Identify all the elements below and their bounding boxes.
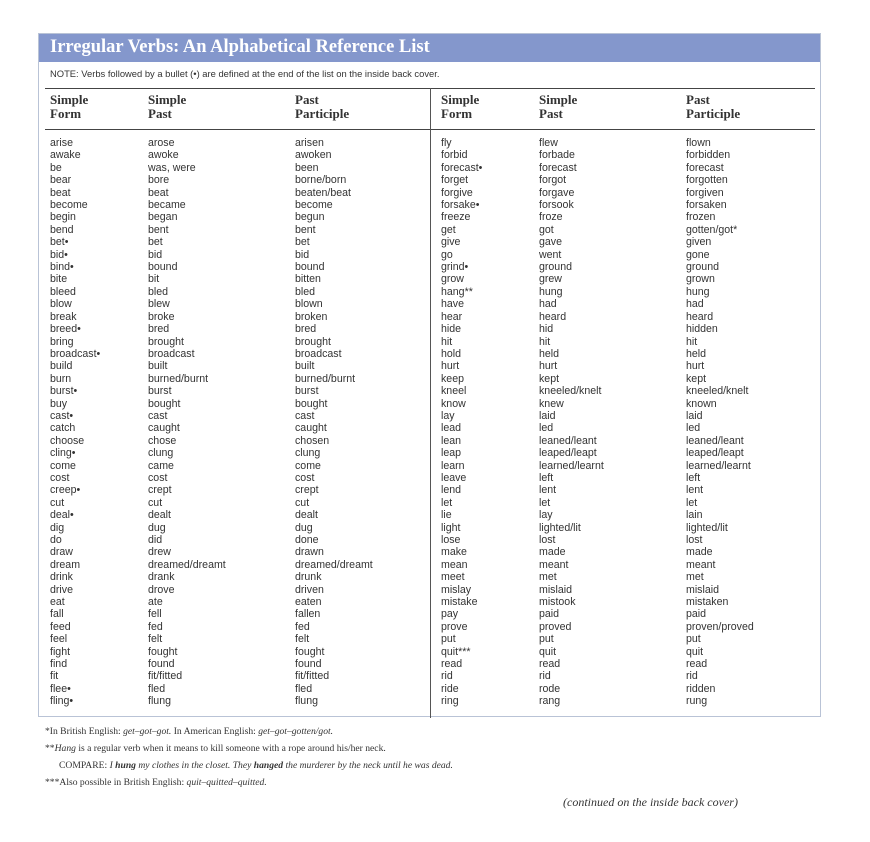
verb-cell: burst• <box>50 385 78 398</box>
verb-cell: put <box>686 633 701 646</box>
verb-cell: hold <box>441 347 462 360</box>
verb-cell: become <box>295 199 333 212</box>
verb-cell: rang <box>539 695 561 708</box>
verb-cell: broadcast <box>148 347 195 360</box>
footnote-quit: ***Also possible in British English: quit–quitted–quitted. <box>45 777 267 788</box>
verb-cell: flee• <box>50 682 71 695</box>
verb-cell: break <box>50 310 77 323</box>
verb-cell: forecast <box>539 161 577 174</box>
verb-cell: led <box>686 422 701 435</box>
verb-cell: got <box>539 223 554 236</box>
verb-cell: bent <box>148 223 169 236</box>
verb-cell: kneeled/knelt <box>686 385 749 398</box>
verb-cell: fought <box>295 645 325 658</box>
verb-cell: keep <box>441 372 464 385</box>
verb-cell: kept <box>539 372 560 385</box>
verb-cell: cost <box>148 471 168 484</box>
verb-cell: built <box>295 360 315 373</box>
verb-cell: broke <box>148 310 175 323</box>
verb-cell: burst <box>295 385 319 398</box>
verb-cell: bid• <box>50 248 68 261</box>
verb-cell: leaned/leant <box>686 434 744 447</box>
verb-cell: met <box>686 571 704 584</box>
verb-cell: feed <box>50 620 71 633</box>
verb-cell: bled <box>148 285 169 298</box>
verb-cell: read <box>686 658 708 671</box>
verb-cell: bear <box>50 174 72 187</box>
verb-cell: deal• <box>50 509 74 522</box>
verb-cell: fell <box>148 608 162 621</box>
verb-cell: hit <box>539 335 551 348</box>
verb-cell: buy <box>50 397 68 410</box>
verb-cell: mislaid <box>539 583 572 596</box>
verb-cell: gave <box>539 236 562 249</box>
verb-cell: be <box>50 161 62 174</box>
footnote-hang: **Hang is a regular verb when it means to kill someone with a rope around his/her neck. <box>45 743 386 754</box>
verb-cell: led <box>539 422 554 435</box>
verb-cell: had <box>539 298 557 311</box>
verb-cell: hear <box>441 310 463 323</box>
verb-cell: lay <box>441 409 455 422</box>
verb-cell: been <box>295 161 319 174</box>
verb-cell: drive <box>50 583 73 596</box>
verb-cell: found <box>295 658 322 671</box>
verb-cell: bore <box>148 174 170 187</box>
verb-cell: hung <box>539 285 563 298</box>
verb-cell: drunk <box>295 571 322 584</box>
verb-cell: flew <box>539 137 558 149</box>
verb-cell: drank <box>148 571 175 584</box>
verb-cell: leave <box>441 471 467 484</box>
verb-cell: driven <box>295 583 324 596</box>
right-simple-past-column <box>539 137 604 708</box>
verb-cell: hid <box>539 323 554 336</box>
verb-cell: broadcast <box>295 347 342 360</box>
verb-cell: rid <box>441 670 453 683</box>
verb-cell: freeze <box>441 211 471 224</box>
verb-cell: arisen <box>295 137 324 149</box>
col-header-simple-past-right: Simple Past <box>539 92 578 121</box>
verb-cell: laid <box>539 409 556 422</box>
verb-cell: hurt <box>441 360 460 373</box>
col-header-past-participle-left: Past Participle <box>295 92 350 121</box>
verb-cell: held <box>539 347 560 360</box>
verb-cell: learn <box>441 459 465 472</box>
verb-cell: dream <box>50 558 81 571</box>
verb-cell: forbidden <box>686 149 731 162</box>
verb-cell: hide <box>441 323 462 336</box>
verb-cell: crept <box>295 484 319 497</box>
verb-cell: draw <box>50 546 73 559</box>
verb-cell: dig <box>50 521 65 534</box>
verb-cell: fled <box>148 682 166 695</box>
verb-cell: begin <box>50 211 76 224</box>
verb-cell: bound <box>148 261 178 274</box>
verb-cell: fallen <box>295 608 321 621</box>
verb-cell: lighted/lit <box>539 521 581 534</box>
verb-cell: came <box>148 459 174 472</box>
verb-cell: dreamed/dreamt <box>295 558 373 571</box>
verb-cell: come <box>295 459 321 472</box>
verb-cell: fit/fitted <box>148 670 183 683</box>
verb-cell: met <box>539 571 557 584</box>
verb-cell: give <box>441 236 461 249</box>
verb-cell: learned/learnt <box>539 459 604 472</box>
verb-cell: fought <box>148 645 178 658</box>
verb-cell: chosen <box>295 434 330 447</box>
verb-cell: blown <box>295 298 323 311</box>
verb-cell: mean <box>441 558 468 571</box>
verb-cell: fling• <box>50 695 74 708</box>
page-title: Irregular Verbs: An Alphabetical Reference List <box>50 37 430 57</box>
verb-cell: forbid <box>441 149 468 162</box>
verb-cell: meant <box>686 558 716 571</box>
verb-cell: crept <box>148 484 172 497</box>
verb-cell: dug <box>295 521 313 534</box>
verb-cell: fall <box>50 608 64 621</box>
col-header-simple-form-right: Simple Form <box>441 92 480 121</box>
verb-cell: drove <box>148 583 175 596</box>
verb-cell: ate <box>148 596 163 609</box>
verb-cell: flown <box>686 137 711 149</box>
verb-cell: mistaken <box>686 596 729 609</box>
verb-cell: mislaid <box>686 583 719 596</box>
verb-cell: forbade <box>539 149 575 162</box>
verb-cell: blew <box>148 298 170 311</box>
verb-cell: flung <box>148 695 171 708</box>
verb-cell: rid <box>686 670 698 683</box>
verb-cell: feel <box>50 633 68 646</box>
verb-cell: bit <box>148 273 160 286</box>
verb-cell: forsook <box>539 199 574 212</box>
verb-cell: choose <box>50 434 85 447</box>
verb-cell: left <box>539 471 554 484</box>
verb-cell: grind• <box>441 261 469 274</box>
verb-cell: put <box>539 633 554 646</box>
verb-cell: lend <box>441 484 462 497</box>
verb-cell: cling• <box>50 447 76 460</box>
verb-cell: do <box>50 534 62 546</box>
verb-cell: pay <box>441 608 459 621</box>
verb-cell: kneeled/knelt <box>539 385 602 398</box>
verb-cell: leaned/leant <box>539 434 597 447</box>
verb-cell: leaped/leapt <box>686 447 744 460</box>
verb-cell: lose <box>441 534 461 546</box>
verb-cell: fit <box>50 670 59 683</box>
verb-cell: leap <box>441 447 462 460</box>
footnotes <box>45 723 453 791</box>
verb-cell: bitten <box>295 273 321 286</box>
verb-cell: hurt <box>686 360 705 373</box>
verb-cell: lighted/lit <box>686 521 728 534</box>
verb-cell: made <box>539 546 566 559</box>
verb-cell: get <box>441 223 456 236</box>
verb-cell: mistake <box>441 596 478 609</box>
verb-cell: laid <box>686 409 703 422</box>
verb-cell: broadcast• <box>50 347 101 360</box>
verb-cell: beat <box>50 186 71 199</box>
verb-cell: did <box>148 534 163 546</box>
verb-cell: fit/fitted <box>295 670 330 683</box>
verb-cell: cut <box>50 496 65 509</box>
verb-cell: drew <box>148 546 171 559</box>
verb-cell: put <box>441 633 456 646</box>
verb-cell: ground <box>539 261 572 274</box>
verb-cell: heard <box>539 310 567 323</box>
verb-cell: burn <box>50 372 72 385</box>
verb-cell: became <box>148 199 186 212</box>
left-simple-past-column <box>148 137 226 708</box>
verb-cell: brought <box>148 335 184 348</box>
verb-cell: let <box>539 496 551 509</box>
verb-cell: found <box>148 658 175 671</box>
verb-cell: fly <box>441 137 452 149</box>
verb-cell: grow <box>441 273 464 286</box>
verb-cell: become <box>50 199 88 212</box>
verb-cell: forgiven <box>686 186 724 199</box>
verb-cell: creep• <box>50 484 81 497</box>
verb-cell: went <box>539 248 562 261</box>
verb-cell: grew <box>539 273 562 286</box>
verb-cell: fled <box>295 682 313 695</box>
verb-cell: froze <box>539 211 563 224</box>
verb-cell: lent <box>686 484 704 497</box>
verb-cell: hit <box>441 335 453 348</box>
verb-cell: proved <box>539 620 572 633</box>
verb-cell: broken <box>295 310 328 323</box>
reference-list-frame <box>38 33 821 717</box>
verb-cell: quit <box>686 645 704 658</box>
verb-cell: hidden <box>686 323 718 336</box>
verb-cell: eaten <box>295 596 322 609</box>
verb-cell: cost <box>295 471 315 484</box>
verb-cell: dug <box>148 521 166 534</box>
verb-cell: forgot <box>539 174 567 187</box>
verb-cell: make <box>441 546 467 559</box>
verb-cell: blow <box>50 298 72 311</box>
verb-cell: mislay <box>441 583 472 596</box>
verb-cell: bid <box>295 248 310 261</box>
verb-cell: bid <box>148 248 163 261</box>
verb-cell: fed <box>295 620 310 633</box>
verb-cell: lost <box>686 534 703 546</box>
verb-cell: borne/born <box>295 174 347 187</box>
verb-cell: chose <box>148 434 177 447</box>
verb-cell: dealt <box>295 509 318 522</box>
verb-cell: drawn <box>295 546 324 559</box>
verb-cell: bred <box>295 323 317 336</box>
verb-cell: awoken <box>295 149 332 162</box>
verb-cell: breed• <box>50 323 81 336</box>
right-simple-form-column <box>441 137 482 708</box>
verb-cell: brought <box>295 335 331 348</box>
verb-cell: lost <box>539 534 556 546</box>
verb-cell: arise <box>50 137 73 149</box>
verb-cell: ring <box>441 695 459 708</box>
verb-cell: dreamed/dreamt <box>148 558 226 571</box>
verb-cell: let <box>441 496 453 509</box>
verb-cell: bind• <box>50 261 74 274</box>
verb-cell: paid <box>539 608 560 621</box>
verb-cell: bend <box>50 223 74 236</box>
verb-cell: read <box>441 658 463 671</box>
verb-cell: kneel <box>441 385 467 398</box>
verb-cell: bite <box>50 273 68 286</box>
verb-cell: lain <box>686 509 703 522</box>
verb-cell: awake <box>50 149 81 162</box>
verb-cell: burned/burnt <box>295 372 356 385</box>
verb-cell: made <box>686 546 713 559</box>
verb-cell: left <box>686 471 701 484</box>
col-header-simple-past-left: Simple Past <box>148 92 187 121</box>
verb-cell: fight <box>50 645 71 658</box>
verb-cell: cost <box>50 471 70 484</box>
verb-cell: awoke <box>148 149 179 162</box>
verb-cell: bought <box>148 397 181 410</box>
verb-cell: forget <box>441 174 469 187</box>
verb-cell: read <box>539 658 561 671</box>
verb-cell: ground <box>686 261 719 274</box>
verb-cell: clung <box>295 447 321 460</box>
verb-cell: let <box>686 496 698 509</box>
verb-cell: hurt <box>539 360 558 373</box>
verb-cell: dealt <box>148 509 171 522</box>
verb-cell: gone <box>686 248 710 261</box>
verb-cell: light <box>441 521 461 534</box>
verb-cell: rode <box>539 682 561 695</box>
verb-cell: rid <box>539 670 551 683</box>
table-divider <box>430 88 431 718</box>
verb-cell: caught <box>295 422 327 435</box>
verb-cell: clung <box>148 447 174 460</box>
verb-cell: have <box>441 298 464 311</box>
verb-cell: given <box>686 236 712 249</box>
verb-cell: had <box>686 298 704 311</box>
verb-cell: fed <box>148 620 163 633</box>
verb-cell: leaped/leapt <box>539 447 597 460</box>
title-bar <box>39 34 820 62</box>
verb-cell: meet <box>441 571 465 584</box>
verb-cell: frozen <box>686 211 716 224</box>
verb-cell: bound <box>295 261 325 274</box>
verb-cell: felt <box>295 633 310 646</box>
verb-cell: began <box>148 211 178 224</box>
verb-cell: cut <box>148 496 163 509</box>
verb-cell: lead <box>441 422 462 435</box>
verb-cell: heard <box>686 310 714 323</box>
verb-cell: proven/proved <box>686 620 754 633</box>
verb-cell: bought <box>295 397 328 410</box>
verb-cell: grown <box>686 273 715 286</box>
verb-cell: find <box>50 658 68 671</box>
verb-cell: burned/burnt <box>148 372 209 385</box>
verb-cell: forecast• <box>441 161 483 174</box>
verb-cell: held <box>686 347 707 360</box>
verb-cell: bled <box>295 285 316 298</box>
verb-cell: prove <box>441 620 468 633</box>
verb-cell: forsaken <box>686 199 727 212</box>
verb-cell: burst <box>148 385 172 398</box>
verb-cell: bet <box>148 236 163 249</box>
verb-cell: hit <box>686 335 698 348</box>
verb-cell: quit*** <box>441 645 471 658</box>
verb-cell: paid <box>686 608 707 621</box>
verb-cell: built <box>148 360 168 373</box>
verb-cell: lean <box>441 434 462 447</box>
verb-cell: caught <box>148 422 180 435</box>
verb-cell: done <box>295 534 319 546</box>
right-past-participle-column <box>686 137 754 708</box>
verb-cell: cast <box>148 409 168 422</box>
footnote-compare: COMPARE: I hung my clothes in the closet. They hanged the murderer by the neck until he was dead. <box>59 760 453 771</box>
verb-cell: beaten/beat <box>295 186 351 199</box>
verb-cell: drink <box>50 571 73 584</box>
verb-cell: kept <box>686 372 707 385</box>
verb-cell: flung <box>295 695 318 708</box>
left-past-participle-column <box>295 137 373 708</box>
verb-cell: know <box>441 397 466 410</box>
verb-cell: forgotten <box>686 174 728 187</box>
verb-cell: bent <box>295 223 316 236</box>
verb-cell: knew <box>539 397 564 410</box>
verb-cell: gotten/got* <box>686 223 738 236</box>
verb-cell: lent <box>539 484 557 497</box>
verb-cell: bred <box>148 323 170 336</box>
verb-cell: bleed <box>50 285 76 298</box>
verb-cell: eat <box>50 596 65 609</box>
verb-cell: cast• <box>50 409 74 422</box>
verb-cell: bet <box>295 236 310 249</box>
verb-cell: was, were <box>148 161 196 174</box>
verb-cell: ride <box>441 682 459 695</box>
left-simple-form-column <box>50 137 100 708</box>
continued-note: (continued on the inside back cover) <box>563 795 738 809</box>
verb-cell: come <box>50 459 76 472</box>
verb-cell: beat <box>148 186 169 199</box>
verb-cell: mistook <box>539 596 576 609</box>
verb-cell: hang** <box>441 285 473 298</box>
note-text: NOTE: Verbs followed by a bullet (•) are defined at the end of the list on the inside back cover. <box>50 68 440 79</box>
verb-cell: forecast <box>686 161 724 174</box>
verb-cell: meant <box>539 558 569 571</box>
verb-cell: bring <box>50 335 74 348</box>
verb-cell: build <box>50 360 73 373</box>
verb-cell: known <box>686 397 717 410</box>
verb-cell: cut <box>295 496 310 509</box>
verb-cell: quit <box>539 645 557 658</box>
verb-cell: cast <box>295 409 315 422</box>
footnote-got: *In British English: get–got–got. In American English: get–got–gotten/got. <box>45 726 334 737</box>
verb-cell: rung <box>686 695 708 708</box>
verb-cell: forgave <box>539 186 575 199</box>
col-header-simple-form-left: Simple Form <box>50 92 89 121</box>
verb-cell: lie <box>441 509 452 522</box>
verb-cell: begun <box>295 211 325 224</box>
verb-cell: go <box>441 248 453 261</box>
col-header-past-participle-right: Past Participle <box>686 92 741 121</box>
verb-cell: felt <box>148 633 163 646</box>
verb-cell: forsake• <box>441 199 480 212</box>
verb-cell: forgive <box>441 186 473 199</box>
verb-cell: catch <box>50 422 76 435</box>
verb-cell: hung <box>686 285 710 298</box>
verb-cell: bet• <box>50 236 69 249</box>
verb-cell: lay <box>539 509 553 522</box>
verb-cell: ridden <box>686 682 716 695</box>
verb-cell: learned/learnt <box>686 459 751 472</box>
verb-cell: arose <box>148 137 175 149</box>
